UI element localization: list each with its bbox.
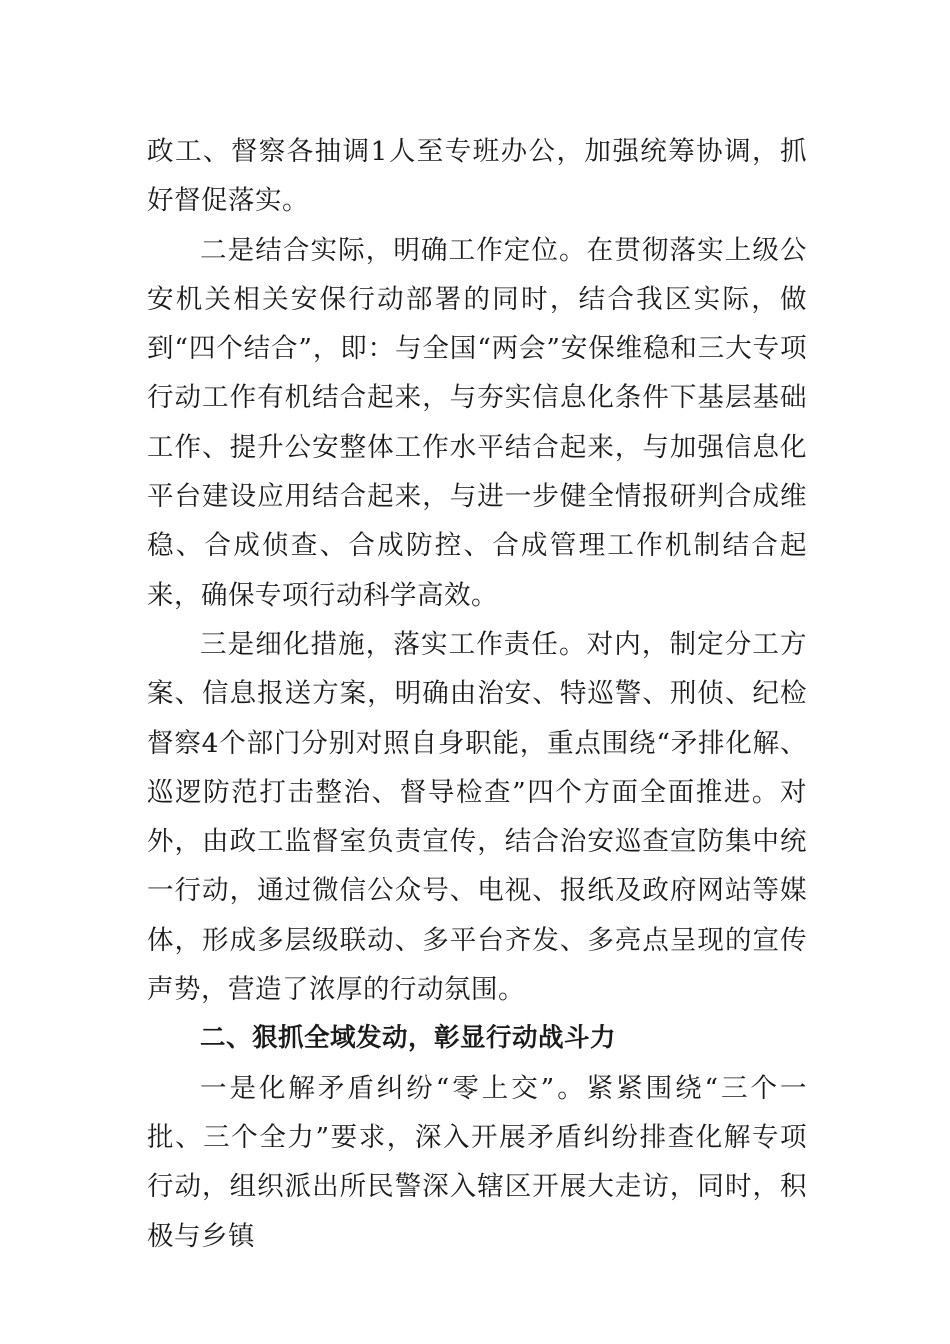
paragraph-refine-measures: 三是细化措施，落实工作责任。对内，制定分工方案、信息报送方案，明确由治安、特巡警、刑侦、纪检督察4个部门分别对照自身职能，重点围绕“矛排化解、巡逻防范打击整治、督导检查”四个方面全面推进。对外，由政工监督室负责宣传，结合治安巡查宣防集中统一行动，通过微信公众号、电视、报纸及政府网站等媒体，形成多层级联动、多平台齐发、多亮点呈现的宣传声势，营造了浓厚的行动氛围。 bbox=[147, 628, 807, 1006]
paragraph-work-positioning: 二是结合实际，明确工作定位。在贯彻落实上级公安机关相关安保行动部署的同时，结合我区实际，做到“四个结合”，即：与全国“两会”安保维稳和三大专项行动工作有机结合起来，与夯实信息化条件下基层基础工作、提升公安整体工作水平结合起来，与加强信息化平台建设应用结合起来，与进一步健全情报研判合成维稳、合成侦查、合成防控、合成管理工作机制结合起来，确保专项行动科学高效。 bbox=[147, 234, 807, 611]
paragraph-continuation: 政工、督察各抽调1人至专班办公，加强统筹协调，抓好督促落实。 bbox=[147, 136, 807, 217]
paragraph-resolve-disputes: 一是化解矛盾纠纷“零上交”。紧紧围绕“三个一批、三个全力”要求，深入开展矛盾纠纷排查化解专项行动，组织派出所民警深入辖区开展大走访，同时，积极与乡镇 bbox=[147, 1072, 807, 1252]
document-body bbox=[147, 127, 807, 1261]
section-heading: 二、狠抓全域发动，彰显行动战斗力 bbox=[200, 1023, 617, 1054]
